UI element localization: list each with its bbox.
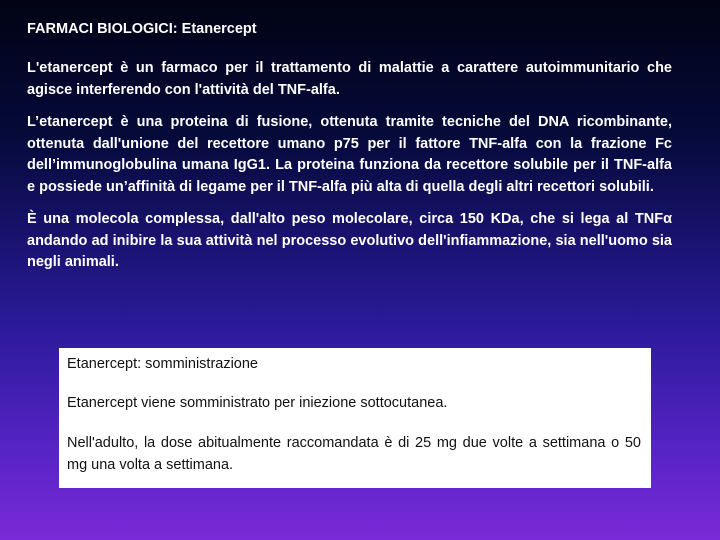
slide-content	[27, 20, 672, 285]
paragraph-mechanism: È una molecola complessa, dall'alto peso molecolare, circa 150 KDa, che si lega al TNFα andando ad inibire la sua attività nel processo evolutivo dell'infiammazione, sia nell'uomo sia negli animali.	[27, 211, 672, 270]
administration-box	[59, 348, 651, 488]
administration-route: Etanercept viene somministrato per iniezione sottocutanea.	[67, 395, 448, 411]
paragraph-structure: L’etanercept è una proteina di fusione, ottenuta tramite tecniche del DNA ricombinante, ottenuta dall'unione del recettore umano p75 per il fattore TNF-alfa con la frazione Fc dell’immunoglobulina umana IgG1. La proteina funziona da recettore solubile per il TNF-alfa e possiede un’affinità di legame per il TNF-alfa più alta di quella degli altri recettori solubili.	[27, 114, 672, 195]
administration-dose: Nell'adulto, la dose abitualmente raccomandata è di 25 mg due volte a settimana o 50 mg una volta a settimana.	[67, 435, 641, 473]
administration-title: Etanercept: somministrazione	[67, 356, 258, 372]
paragraph-definition: L'etanercept è un farmaco per il trattamento di malattie a carattere autoimmunitario che agisce interferendo con l'attività del TNF-alfa.	[27, 60, 672, 98]
slide-title: FARMACI BIOLOGICI: Etanercept	[27, 21, 257, 37]
